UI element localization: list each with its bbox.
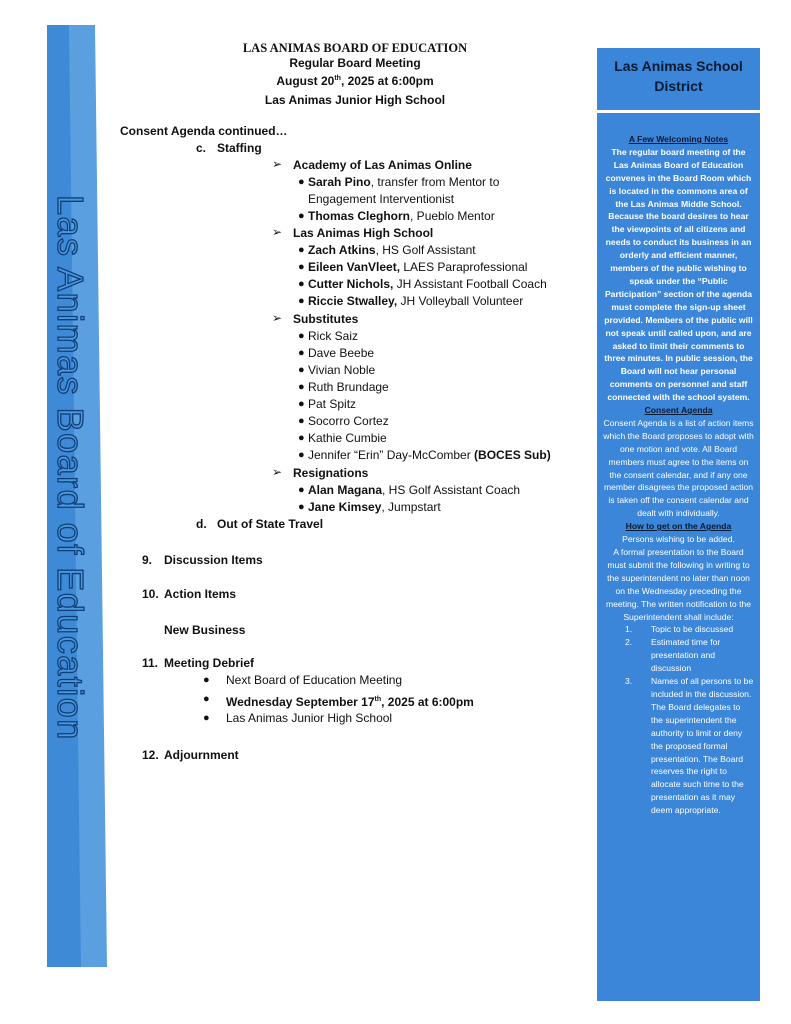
- staff-role: , transfer from Mentor to: [370, 175, 500, 189]
- bullet-icon: ●: [203, 712, 210, 724]
- list-item: [308, 260, 527, 275]
- staff-name: Alan Magana: [308, 483, 383, 497]
- item-action: Action Items: [164, 587, 237, 601]
- sub-note: (BOCES Sub): [474, 448, 551, 462]
- list-item: Kathie Cumbie: [308, 431, 387, 445]
- staff-role: , Pueblo Mentor: [410, 209, 495, 223]
- list-text: Topic to be discussed: [651, 624, 734, 635]
- arrow-bullet-icon: ➢: [272, 157, 283, 171]
- staff-name: Cutter Nichols,: [308, 277, 394, 291]
- bullet-icon: ●: [298, 415, 305, 427]
- bullet-icon: ●: [298, 398, 305, 410]
- bullet-icon: ●: [203, 693, 210, 705]
- list-item-cont: Engagement Interventionist: [308, 192, 455, 206]
- staff-name: Thomas Cleghorn: [308, 209, 411, 223]
- list-item: Vivian Noble: [308, 363, 376, 377]
- group-substitutes: Substitutes: [293, 312, 359, 326]
- list-item: [603, 675, 754, 817]
- list-item: [308, 277, 547, 292]
- bullet-icon: ●: [298, 432, 305, 444]
- howto-line: Persons wishing to be added.: [622, 534, 735, 545]
- bullet-icon: ●: [298, 484, 305, 496]
- list-number: 1.: [625, 624, 633, 635]
- requirements-list: [603, 623, 754, 817]
- group-academy: Academy of Las Animas Online: [293, 158, 472, 172]
- bullet-icon: ●: [298, 501, 305, 513]
- banner-title: Las Animas Board of Education: [50, 195, 91, 741]
- meeting-location: Las Animas Junior High School: [264, 93, 446, 107]
- list-number: 2.: [625, 637, 633, 648]
- staffing-letter: c.: [196, 141, 207, 155]
- consent-text: Consent Agenda is a list of action items which the Board proposes to adopt with one motion and vote. All Board members must agree to the items on the consent calendar, and if any one member disagrees the proposed action is taken off the consent calendar and dealt with individually.: [603, 417, 754, 519]
- staff-role: LAES Paraprofessional: [400, 260, 528, 274]
- bullet-icon: ●: [298, 176, 305, 188]
- sidebar-title: Las Animas School District: [614, 58, 743, 94]
- list-item: Rick Saiz: [308, 329, 359, 343]
- arrow-bullet-icon: ➢: [272, 465, 283, 479]
- travel-letter: d.: [196, 517, 207, 531]
- list-text: Names of all persons to be included in the discussion. The Board delegates to the superintendent the authority to limit or deny the proposed formal presentation. The Board reserves the right to allocate such time to the presentation as it may deem appropriate.: [651, 676, 754, 816]
- list-item: Pat Spitz: [308, 397, 357, 411]
- meeting-title: Regular Board Meeting: [289, 56, 421, 70]
- staff-name: Eileen VanVleet,: [308, 260, 401, 274]
- welcome-text: The regular board meeting of the Las Animas Board of Education convenes in the Board Room which is located in the commons area of the Las Animas Middle School. Because the board desires to hear the viewpoints of all citizens and needs to conduct its business in an orderly and efficient manner, members of the public wishing to speak under the “Public Participation” section of the agenda must complete the sign-up sheet provided. Members of the public will not speak until called upon, and are asked to limit their comments to three minutes. In public session, the Board will not hear personal comments on personnel and staff connected with the school system.: [604, 146, 753, 403]
- staff-role: , HS Golf Assistant Coach: [382, 483, 521, 497]
- bullet-icon: ●: [298, 261, 305, 273]
- item-number: 12.: [142, 748, 159, 762]
- staff-role: JH Volleyball Volunteer: [397, 294, 524, 308]
- bullet-icon: ●: [298, 381, 305, 393]
- item-adjournment: Adjournment: [164, 748, 239, 762]
- list-item: [308, 448, 551, 463]
- consent-heading: Consent Agenda: [644, 405, 713, 416]
- howto-text: A formal presentation to the Board must submit the following in writing to the superintendent no later than noon on the Wednesday preceding the meeting. The written notification to the Superintendent shall include:: [605, 547, 752, 622]
- list-number: 3.: [625, 676, 633, 687]
- bullet-icon: ●: [298, 364, 305, 376]
- item-number: 9.: [142, 553, 153, 567]
- date-text: August 20: [276, 74, 335, 88]
- bullet-icon: ●: [298, 278, 305, 290]
- list-item: [603, 636, 754, 675]
- bullet-icon: ●: [298, 210, 305, 222]
- date-sup: th: [374, 696, 382, 703]
- arrow-bullet-icon: ➢: [272, 311, 283, 325]
- sub-name: Jennifer “Erin” Day-McComber: [308, 448, 475, 462]
- list-item: [603, 623, 754, 636]
- date-sup: th: [334, 75, 341, 82]
- sidebar-header: [597, 48, 760, 113]
- consent-continued: Consent Agenda continued…: [120, 124, 288, 138]
- list-item: Ruth Brundage: [308, 380, 389, 394]
- staff-role: , HS Golf Assistant: [375, 243, 476, 257]
- item-number: 11.: [142, 656, 159, 670]
- welcome-heading: A Few Welcoming Notes: [628, 134, 729, 144]
- staff-role: , Jumpstart: [381, 500, 441, 514]
- item-discussion: Discussion Items: [164, 553, 263, 567]
- debrief-line: Next Board of Education Meeting: [226, 673, 403, 687]
- date-time: , 2025 at 6:00pm: [340, 74, 434, 88]
- group-high-school: Las Animas High School: [293, 226, 434, 240]
- list-item: [308, 243, 476, 258]
- bullet-icon: ●: [298, 295, 305, 307]
- list-item: [308, 483, 520, 498]
- staff-name: Sarah Pino: [308, 175, 371, 189]
- item-number: 10.: [142, 587, 159, 601]
- bullet-icon: ●: [298, 347, 305, 359]
- sidebar-notes: [603, 133, 754, 817]
- staffing-label: Staffing: [217, 141, 262, 155]
- travel-label: Out of State Travel: [217, 517, 324, 531]
- list-item: Dave Beebe: [308, 346, 375, 360]
- bullet-icon: ●: [203, 674, 210, 686]
- next-meeting-time: , 2025 at 6:00pm: [381, 695, 474, 709]
- debrief-line: [226, 692, 474, 710]
- staff-name: Jane Kimsey: [308, 500, 382, 514]
- arrow-bullet-icon: ➢: [272, 225, 283, 239]
- bullet-icon: ●: [298, 449, 305, 461]
- list-item: [308, 175, 499, 190]
- sidebar: [597, 48, 760, 1001]
- bullet-icon: ●: [298, 330, 305, 342]
- bullet-icon: ●: [298, 244, 305, 256]
- new-business: New Business: [164, 623, 246, 637]
- howto-heading: How to get on the Agenda: [625, 521, 732, 532]
- list-item: [308, 500, 441, 515]
- meeting-date: [170, 74, 540, 88]
- group-resignations: Resignations: [293, 466, 369, 480]
- staff-name: Riccie Stwalley,: [308, 294, 398, 308]
- staff-role: JH Assistant Football Coach: [393, 277, 547, 291]
- item-debrief: Meeting Debrief: [164, 656, 255, 670]
- debrief-line: Las Animas Junior High School: [226, 711, 393, 725]
- staff-name: Zach Atkins: [308, 243, 376, 257]
- org-title: LAS ANIMAS BOARD OF EDUCATION: [242, 41, 468, 55]
- list-item: Socorro Cortez: [308, 414, 389, 428]
- list-item: [308, 294, 523, 309]
- next-meeting-date: Wednesday September 17: [226, 695, 375, 709]
- list-item: [308, 209, 495, 224]
- list-text: Estimated time for presentation and discussion: [651, 637, 721, 674]
